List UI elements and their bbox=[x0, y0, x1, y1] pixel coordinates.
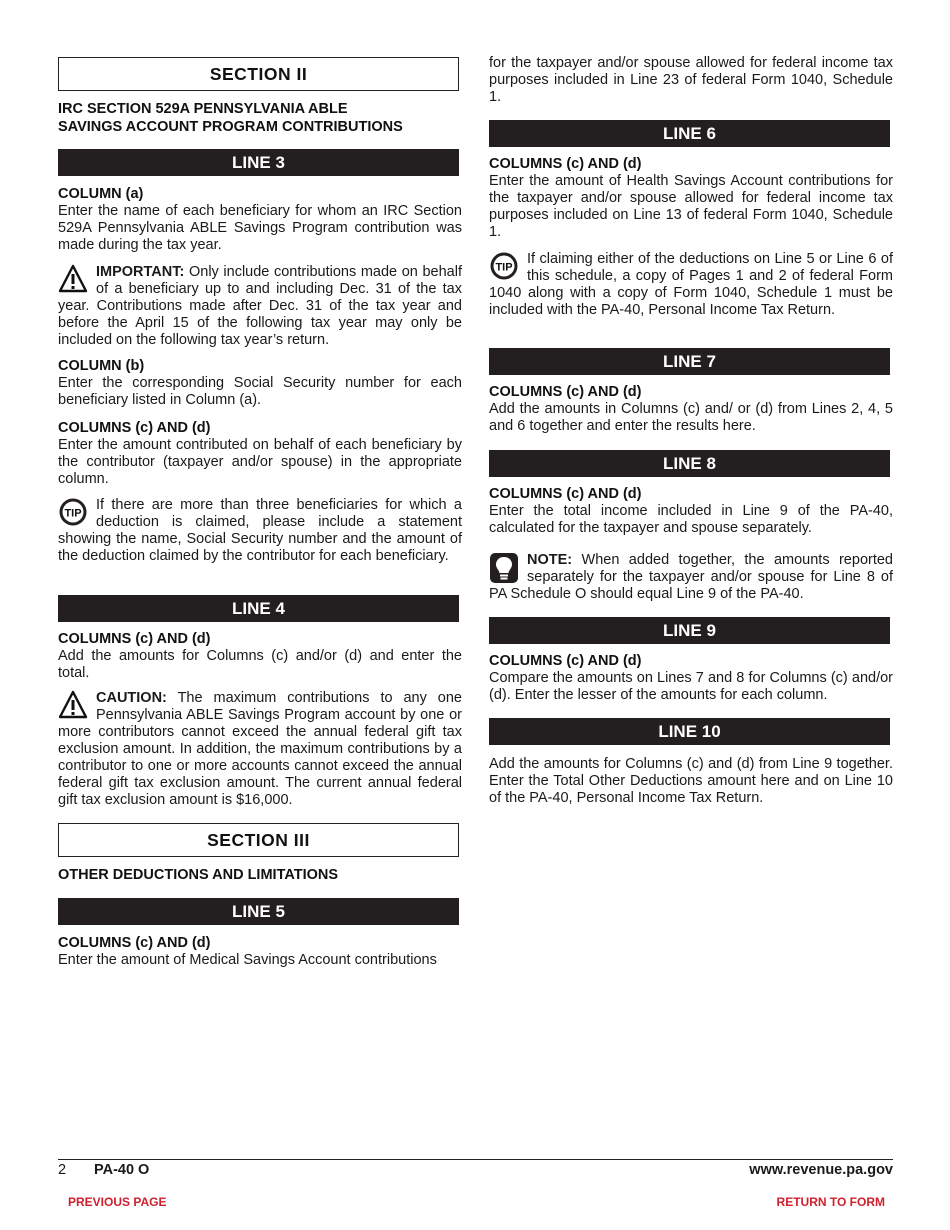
columns-cd-text-line7: Add the amounts in Columns (c) and/ or (d) from Lines 2, 4, 5 and 6 together and enter the results here. bbox=[489, 401, 893, 434]
columns-cd-text-line8: Enter the total income included in Line 9 of the PA-40, calculated for the taxpayer and spouse separately. bbox=[489, 503, 893, 536]
website-url[interactable]: www.revenue.pa.gov bbox=[749, 1162, 893, 1178]
caution-callout bbox=[58, 690, 462, 809]
note-text: When added together, the amounts reported separately for the taxpayer and/or spouse for Line 8 of PA Schedule O should equal Line 9 of the PA-40. bbox=[489, 552, 893, 602]
warning-icon bbox=[58, 690, 96, 724]
tip-icon bbox=[489, 251, 527, 285]
columns-cd-heading-line8: COLUMNS (c) AND (d) bbox=[489, 486, 642, 502]
column-b-text: Enter the corresponding Social Security number for each beneficiary listed in Column (a). bbox=[58, 375, 462, 408]
footer-rule bbox=[58, 1159, 893, 1160]
columns-cd-text-line4: Add the amounts for Columns (c) and/or (d) and enter the total. bbox=[58, 648, 462, 681]
line-6-bar: LINE 6 bbox=[489, 120, 890, 147]
line-5-bar: LINE 5 bbox=[58, 898, 459, 925]
lightbulb-icon bbox=[489, 552, 527, 586]
caution-label: CAUTION: bbox=[96, 690, 167, 706]
tip-callout-2 bbox=[489, 251, 893, 319]
columns-cd-heading-line9: COLUMNS (c) AND (d) bbox=[489, 653, 642, 669]
tip-callout-1 bbox=[58, 497, 462, 565]
columns-cd-text-line6: Enter the amount of Health Savings Account contributions for the taxpayer and/or spouse allowed for federal income tax purposes included on Line 13 of federal Form 1040, Schedule 1. bbox=[489, 173, 893, 240]
important-callout bbox=[58, 264, 462, 349]
tip-1-text: If there are more than three beneficiaries for which a deduction is claimed, please include a statement showing the name, Social Security number and the amount of the deduction claimed by the contributor for each beneficiary. bbox=[58, 497, 462, 564]
note-callout bbox=[489, 552, 893, 603]
tip-icon-text: TIP bbox=[64, 507, 82, 520]
note-label: NOTE: bbox=[527, 552, 573, 568]
tip-2-text: If claiming either of the deductions on Line 5 or Line 6 of this schedule, a copy of Pages 1 and 2 of federal Form 1040 along with a copy of Form 1040, Schedule 1 must be included with the PA-40, Personal Income Tax Return. bbox=[489, 251, 893, 318]
tip-icon bbox=[58, 497, 96, 531]
section-iii-heading: OTHER DEDUCTIONS AND LIMITATIONS bbox=[58, 867, 339, 883]
columns-cd-text-line5: Enter the amount of Medical Savings Account contributions bbox=[58, 952, 437, 968]
important-text: Only include contributions made on behalf of a beneficiary up to and including Dec. 31 of the tax year. Contributions made after Dec. 31 of the tax year and before the April 15 of the following tax year may only be included on the following tax year’s return. bbox=[58, 264, 462, 348]
columns-cd-text-line3: Enter the amount contributed on behalf of each beneficiary by the contributor (taxpayer and/or spouse) in the appropriate column. bbox=[58, 437, 462, 487]
line-10-bar: LINE 10 bbox=[489, 718, 890, 745]
columns-cd-heading-line3: COLUMNS (c) AND (d) bbox=[58, 420, 211, 436]
section-iii-title: SECTION III bbox=[58, 823, 459, 857]
line-10-text: Add the amounts for Columns (c) and (d) from Line 9 together. Enter the Total Other Deductions amount here and on Line 10 of the PA-40, Personal Income Tax Return. bbox=[489, 756, 893, 806]
column-b-heading: COLUMN (b) bbox=[58, 358, 145, 374]
line-7-bar: LINE 7 bbox=[489, 348, 890, 375]
section-ii-title: SECTION II bbox=[58, 57, 459, 91]
section-ii-heading-line2: SAVINGS ACCOUNT PROGRAM CONTRIBUTIONS bbox=[58, 119, 403, 135]
page-number: 2 bbox=[58, 1162, 67, 1178]
line-4-bar: LINE 4 bbox=[58, 595, 459, 622]
warning-icon bbox=[58, 264, 96, 298]
columns-cd-heading-line6: COLUMNS (c) AND (d) bbox=[489, 156, 642, 172]
section-ii-heading-line1: IRC SECTION 529A PENNSYLVANIA ABLE bbox=[58, 101, 348, 117]
column-a-heading: COLUMN (a) bbox=[58, 186, 144, 202]
return-to-form-link[interactable]: RETURN TO FORM bbox=[776, 1195, 885, 1209]
form-name: PA-40 O bbox=[94, 1162, 150, 1178]
caution-text: The maximum contributions to any one Pennsylvania ABLE Savings Program account by one or more contributors cannot exceed the annual federal gift tax exclusion amount. In addition, the maximum contributions by a contributor to one or more accounts cannot exceed the annual federal gift tax exclusion amount. The current annual federal gift tax exclusion amount is $16,000. bbox=[58, 690, 462, 808]
columns-cd-heading-line7: COLUMNS (c) AND (d) bbox=[489, 384, 642, 400]
line-3-bar: LINE 3 bbox=[58, 149, 459, 176]
important-label: IMPORTANT: bbox=[96, 264, 185, 280]
column-a-text: Enter the name of each beneficiary for whom an IRC Section 529A Pennsylvania ABLE Savings Program contribution was made during the tax year. bbox=[58, 203, 462, 253]
previous-page-link[interactable]: PREVIOUS PAGE bbox=[68, 1195, 167, 1209]
line-9-bar: LINE 9 bbox=[489, 617, 890, 644]
columns-cd-heading-line4: COLUMNS (c) AND (d) bbox=[58, 631, 211, 647]
columns-cd-heading-line5: COLUMNS (c) AND (d) bbox=[58, 935, 211, 951]
line-8-bar: LINE 8 bbox=[489, 450, 890, 477]
columns-cd-text-line9: Compare the amounts on Lines 7 and 8 for Columns (c) and/or (d). Enter the lesser of the amounts for each column. bbox=[489, 670, 893, 703]
tip-icon-text: TIP bbox=[495, 261, 513, 274]
line-5-continued-text: for the taxpayer and/or spouse allowed for federal income tax purposes included in Line 23 of federal Form 1040, Schedule 1. bbox=[489, 55, 893, 105]
